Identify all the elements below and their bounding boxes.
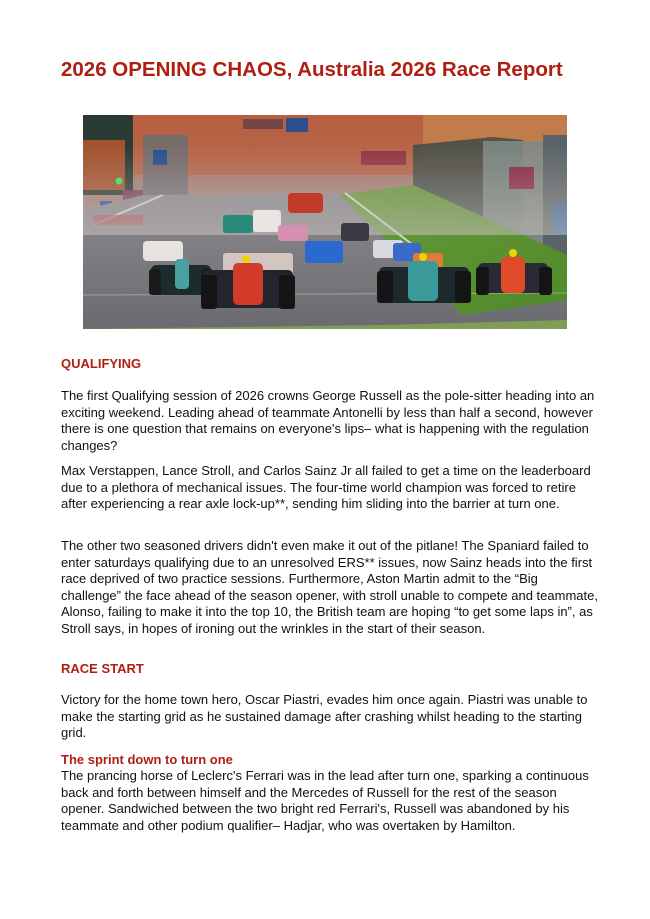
fia-top-banner — [286, 118, 308, 132]
qatar-airways-top-banner — [243, 119, 283, 129]
race-start-photo — [83, 115, 567, 329]
section-heading-qualifying: QUALIFYING — [61, 356, 142, 371]
race-start-paragraph-1: Victory for the home town hero, Oscar Piastri, evades him once again. Piastri was unable to make the starting grid as he sustained damage after crashing whilst heading to the starting grid. — [61, 692, 588, 741]
safety-car — [288, 193, 323, 213]
race-start-photo-illustration — [83, 115, 567, 329]
section-heading-race-start: RACE START — [61, 661, 144, 676]
subheading-sprint-to-turn-one: The sprint down to turn one — [61, 752, 233, 767]
qualifying-paragraph-2: Max Verstappen, Lance Stroll, and Carlos Sainz Jr all failed to get a time on the leaderboard due to a plethora of mechanical issues. The four-time world champion was forced to retire after experiencing a rear axle lock-up**, sending him sliding into the barrier at turn one. — [61, 463, 591, 512]
sprint-paragraph-1: The prancing horse of Leclerc's Ferrari was in the lead after turn one, sparking a continuous back and forth between himself and the Mercedes of Russell for the rest of the season opener. Sandwiched between the two bright red Ferrari's, Russell was abandoned by his teammate and other podium qualifier– Hadjar, who was overtaken by Hamilton. — [61, 768, 589, 833]
qualifying-paragraph-1: The first Qualifying session of 2026 crowns George Russell as the pole-sitter heading into an exciting weekend. Leading ahead of teammate Antonelli by less than half a second, however there is one question that remains on everyone's lips– what is happening with the regulation changes? — [61, 388, 595, 453]
report-title: 2026 OPENING CHAOS, Australia 2026 Race Report — [61, 58, 563, 81]
qualifying-paragraph-3: The other two seasoned drivers didn't even make it out of the pitlane! The Spaniard failed to enter saturdays qualifying due to an unresolved ERS** issues, now Sainz heads into the first race deprived of two practice sessions. Furthermore, Aston Martin admit to the “Big challenge” the face ahead of the season opener, with stroll unable to compete and teammate, Alonso, failing to make it into the top 10, the British team are hoping “to get some laps in”, as Stroll says, in hopes of ironing out the wrinkles in the start of their season. — [61, 538, 598, 636]
